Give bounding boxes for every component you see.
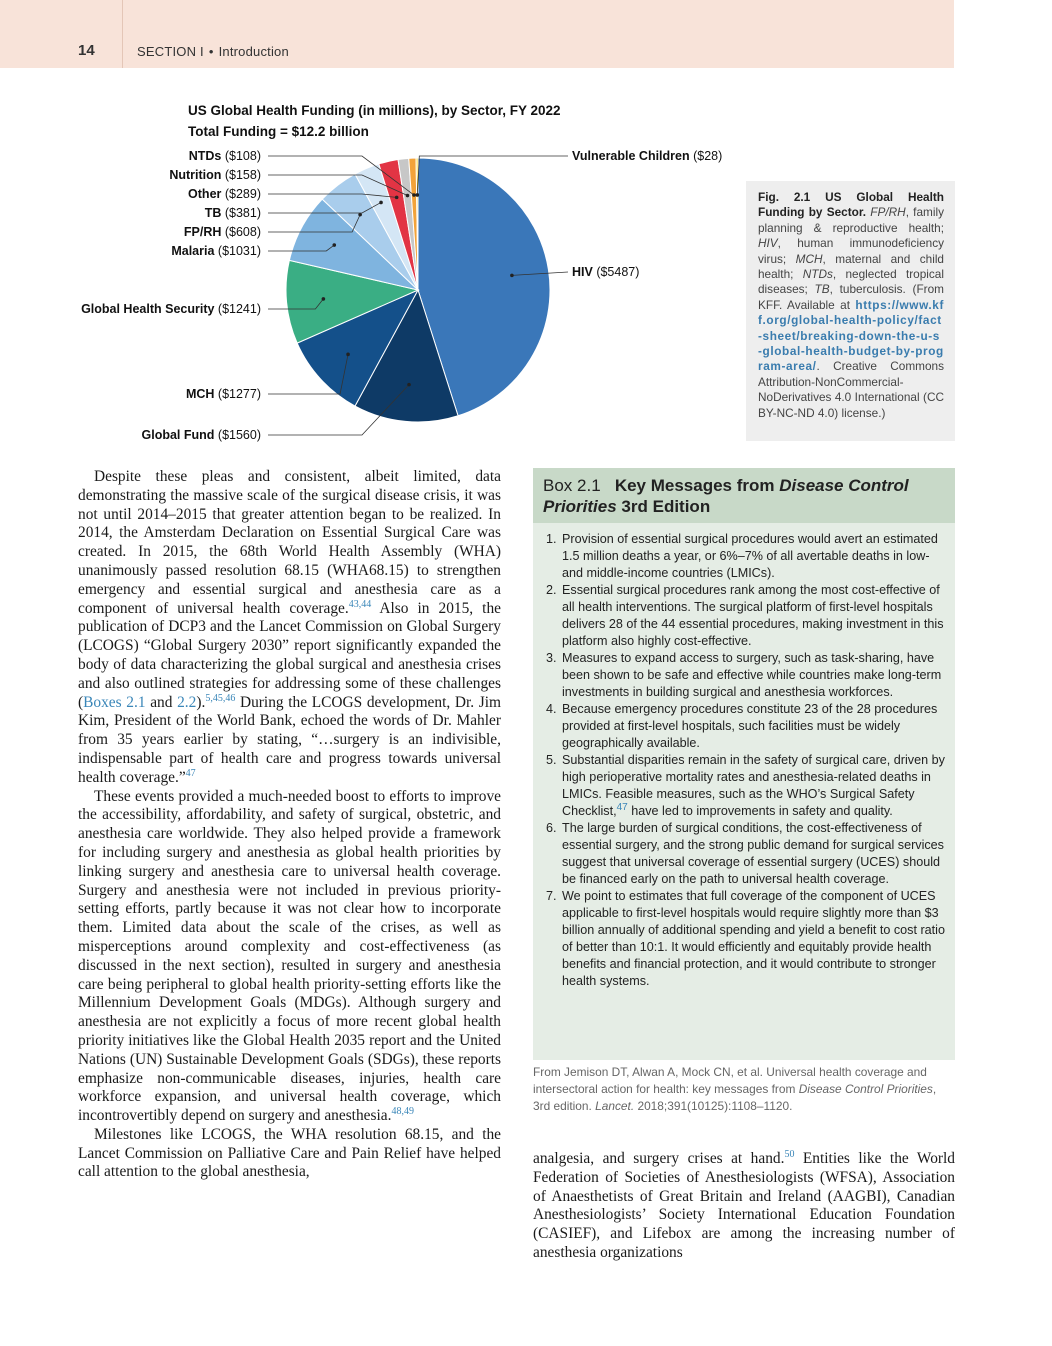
page-header [0,0,954,68]
leader-dot [395,196,399,200]
list-item: 6. The large burden of surgical conditions, the cost-effectiveness of essential surgery, and the strong public demand for surgical services suggest that universal coverage of essential surgery (UCES) should be financed early on the path to universal health coverage. [560,820,945,888]
pie-label-tb: TB ($381) [204,206,261,220]
leader-dot [412,193,416,197]
header-divider [122,0,123,68]
caption-abbr-3: MCH, maternal and child health; [758,251,944,282]
box-link[interactable]: Boxes 2.1 [83,693,146,711]
box-link[interactable]: 2.2 [177,693,197,711]
caption-url-link[interactable]: https://www.kff.org/global-health-policy/fact-sheet/breaking-down-the-u-s-global-health-budget-by-program-area/ [758,297,944,374]
left-column [78,468,501,1182]
citation-ref[interactable]: 47 [185,767,196,779]
pie-label-mch: MCH ($1277) [185,387,261,401]
pie-slices [286,158,550,422]
pie-label-hiv: HIV ($5487) [572,265,640,279]
chart-title: US Global Health Funding (in millions), by Sector, FY 2022 [188,103,561,118]
pie-label-nutrition: Nutrition ($158) [169,168,261,182]
citation-ref[interactable]: 48,49 [391,1105,414,1117]
pie-label-global-health-security: Global Health Security ($1241) [81,302,261,316]
caption-label: Fig. 2.1 US Global Health Funding by Sector. [758,190,944,220]
list-item: 2. Essential surgical procedures rank among the most cost-effective of all health interventions. The surgical platform of first-level hospitals delivers 28 of the 44 essential procedures, making investment in this platform also highly cost-effective. [560,582,945,650]
paragraph: Despite these pleas and consistent, albeit limited, data demonstrating the massive scale of the surgical disease crisis, it was not until 2014–2015 that greater attention began to be realized. In 2014, the Amsterdam Declaration on Essential Surgical Care was created. In 2015, the 68th World Health Assembly (WHA) unanimously passed resolution 68.15 (WHA68.15) to strengthen emergency and essential surgical and anesthesia care as a component of universal health coverage.$^{43,44}$ Also in 2015, the publication of DCP3 and the Lancet Commission on Global Surgery (LCOGS) “Global Surgery 2030” report significantly expanded the body of data characterizing the global surgical and anesthesia crises and also outlined strategies for addressing some of these challenges (Boxes 2.1 and 2.2).$^{5,45,46}$ During the LCOGS development, Dr. Jim Kim, President of the World Bank, echoed the words of Dr. Mahler from 35 years earlier by stating, “…surgery is an indivisible, indispensable part of health care and progress towards universal health coverage.”$^{47}$ [78,468,501,786]
pie-label-ntds: NTDs ($108) [188,149,261,163]
citation-ref[interactable]: 50 [784,1148,795,1160]
section-title: Introduction [218,44,289,59]
caption-abbr-1: FP/RH, family planning & reproductive health; [758,205,944,235]
leader-dot [510,274,514,278]
separator: • [208,44,214,59]
leader-dot [379,201,383,205]
chart-subtitle: Total Funding = $12.2 billion [188,124,369,139]
key-messages-list [533,531,945,990]
pie-label-other: Other ($289) [188,187,261,201]
paragraph: analgesia, and surgery crises at hand.$^{50}$ Entities like the World Federation of Societies of Anesthesiologists (WFSA), Association of Anaesthetists of Great Britain and Ireland (AAGBI), Canadian Anesthesiologists’ Society International Education Foundation (CASIEF), and Lifebox are among the increasing number of anesthesia organizations [533,1148,955,1261]
list-item: 1. Provision of essential surgical procedures would avert an estimated 1.5 million deaths a year, or 6%–7% of all avertable deaths in low- and middle-income countries (LMICs). [560,531,945,582]
running-head [137,44,289,59]
leader-dot [322,297,326,301]
page-number: 14 [78,42,95,59]
paragraph: Milestones like LCOGS, the WHA resolution 68.15, and the Lancet Commission on Palliative Care and Pain Relief have helped call attention to the global anesthesia, [78,1125,501,1181]
box-source: From Jemison DT, Alwan A, Mock CN, et al. Universal health coverage and intersectoral action for health: key messages from Disease Control Priorities, 3rd edition. Lancet. 2018;391(10125):1108–1120. [533,1065,937,1113]
leader-dot [406,194,410,198]
paragraph: These events provided a much-needed boost to efforts to improve the accessibility, affordability, and safety of surgical, obstetric, and anesthesia care worldwide. They also helped provide a framework for including surgery and anesthesia as global health priorities by linking surgery and anesthesia care to universal health coverage. Surgery and anesthesia were not included in previous priority-setting efforts, partly because it was not clear how to incorporate them. Limited data about the scale of the crises, as well as misperceptions around complexity and cost-effectiveness (as discussed in the next section), resulted in surgery and anesthesia care being peripheral to global health priority-setting efforts like the Millennium Development Goals (MDGs). Although surgery and anesthesia are not explicitly a focus of more recent global health priority initiatives like the Global Health 2035 report and the United Nations (UN) Sustainable Development Goals (SDGs), these reports emphasize non-communicable diseases, injuries, health care workforce expansion, and universal health coverage, which incontrovertibly depend on surgery and anesthesia.$^{48,49}$ [78,787,501,1125]
list-item: 4. Because emergency procedures constitute 23 of the 28 procedures provided at first-level hospitals, such facilities must be widely geographically available. [560,701,945,752]
caption-source-post: . Creative Commons Attribution-NonCommercial-NoDerivatives 4.0 International (CC BY-NC-ND 4.0) license.) [758,359,944,420]
list-item: 5. Substantial disparities remain in the safety of surgical care, driven by high perioperative mortality rates and anesthesia-related deaths in LMICs. Feasible measures, such as the WHO’s Surgical Safety Checklist,$^{47}$ have led to improvements in safety and quality. [560,752,945,820]
leader-dot [346,353,350,357]
caption-abbr-5: TB, tuberculosis. [814,282,906,297]
pie-label-vulnerable-children: Vulnerable Children ($28) [572,149,723,163]
leader-dot [332,243,336,247]
figure-caption [746,181,955,441]
caption-source-pre: (From KFF. Available at [758,282,944,312]
box-title: Box 2.1 Key Messages from Disease Control Priorities 3rd Edition [533,468,955,523]
list-item: 3. Measures to expand access to surgery, such as task-sharing, have been shown to be safe and effective while countries make long-term investments in building surgical and anesthesia workforces. [560,650,945,701]
section-label: SECTION I [137,44,204,59]
list-item: 7. We point to estimates that full coverage of the component of UCES applicable to first-level hospitals would require slightly more than $3 billion annually of additional spending and yield a benefit to cost ratio of better than 10:1. It would efficiently and equitably provide health benefits and financial protection, and it would contribute to stronger health systems. [560,888,945,990]
leader-dot [416,193,420,197]
pie-label-fp-rh: FP/RH ($608) [183,225,261,239]
pie-label-malaria: Malaria ($1031) [171,244,261,258]
caption-abbr-4: NTDs, neglected tropical diseases; [758,267,944,297]
caption-abbr-2: HIV, human immunodeficiency virus; [758,236,944,266]
key-messages-box [533,468,955,1060]
leader-dot [407,383,411,387]
right-column [533,1150,955,1263]
pie-chart [0,130,740,450]
citation-ref[interactable]: 43,44 [348,598,372,610]
citation-ref[interactable]: 47 [616,801,628,813]
citation-ref[interactable]: 5,45,46 [205,692,236,704]
pie-label-global-fund: Global Fund ($1560) [141,428,261,442]
